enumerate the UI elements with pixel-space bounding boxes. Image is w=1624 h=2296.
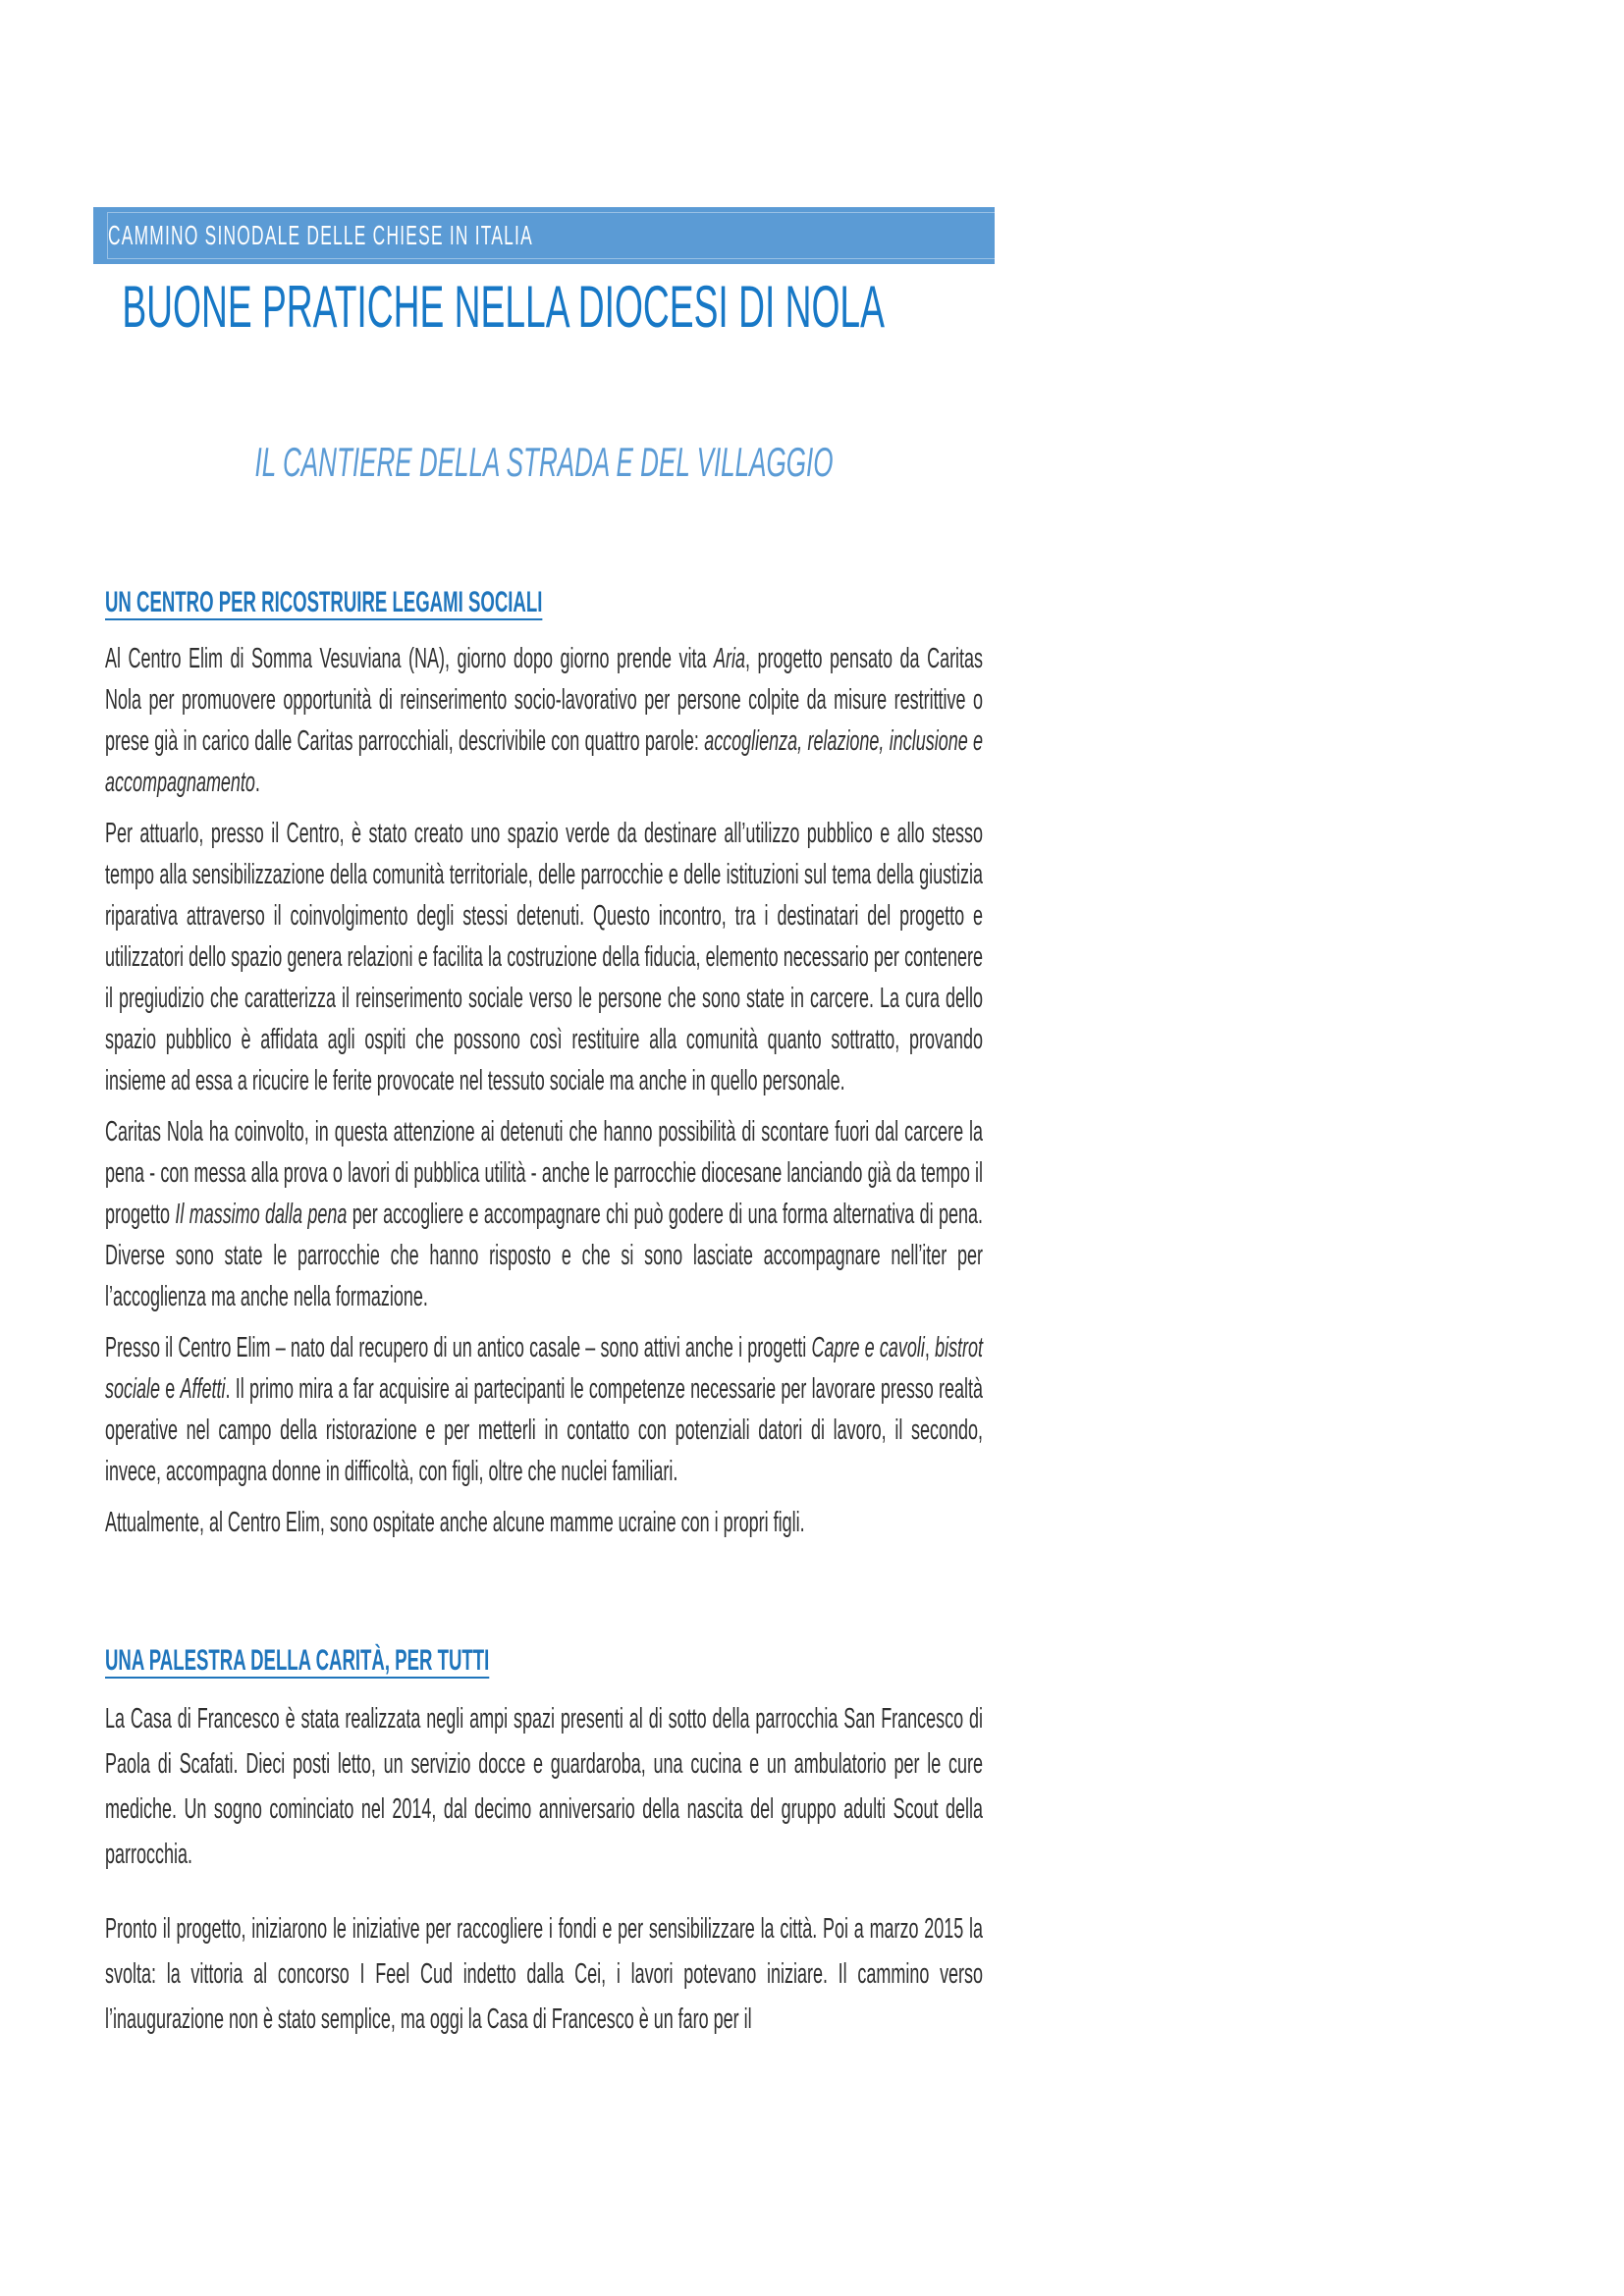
document-body: [105, 583, 983, 2042]
italic-run: Il massimo dalla pena: [175, 1199, 348, 1230]
section-1: [105, 583, 983, 1543]
text-run: . Il primo mira a far acquisire ai partecipanti le competenze necessarie per lavorare presso realtà operative nel campo della ristorazione e per metterli in contatto con potenziali datori di lavoro, il secondo, invece, accompagna donne in difficoltà, con figli, oltre che nuclei familiari.: [105, 1373, 984, 1487]
paragraph: [105, 1111, 983, 1317]
italic-run: Affetti: [180, 1373, 226, 1405]
text-run: e: [159, 1373, 181, 1405]
text-run: Presso il Centro Elim – nato dal recupero di un antico casale – sono attivi anche i progetti: [105, 1332, 812, 1363]
text-run: ,: [924, 1332, 936, 1363]
italic-run: bistrot sociale: [105, 1332, 984, 1405]
section-2: [105, 1641, 983, 2042]
text-column: [105, 268, 983, 2042]
paragraph: [105, 1327, 983, 1492]
paragraph: [105, 1502, 983, 1543]
text-run: Al Centro Elim di Somma Vesuviana (NA), giorno dopo giorno prende vita: [105, 643, 715, 674]
text-run: per accogliere e accompagnare chi può godere di una forma alternativa di pena. Diverse sono state le parrocchie che hanno risposto e che si sono lasciate accompagnare nell’iter per l’accoglienza ma anche nella formazione.: [105, 1199, 984, 1312]
text-run: .: [254, 767, 260, 798]
italic-run: accoglienza, relazione, inclusione e accompagnamento: [105, 725, 984, 798]
banner-kicker: CAMMINO SINODALE DELLE CHIESE IN ITALIA: [108, 220, 533, 250]
text-run: Caritas Nola ha coinvolto, in questa attenzione ai detenuti che hanno possibilità di scontare fuori dal carcere la pena - con messa alla prova o lavori di pubblica utilità - anche le parrocchie diocesane lanciando già da tempo il progetto: [105, 1116, 984, 1230]
paragraph: [105, 638, 983, 803]
section-heading: UNA PALESTRA DELLA CARITÀ, PER TUTTI: [105, 1644, 490, 1677]
banner: [93, 207, 995, 264]
text-run: Attualmente, al Centro Elim, sono ospitate anche alcune mamme ucraine con i propri figli.: [105, 1507, 805, 1538]
document-content: [93, 207, 995, 2071]
paragraph: [105, 813, 983, 1101]
italic-run: Capre e cavoli: [811, 1332, 925, 1363]
text-run: Per attuarlo, presso il Centro, è stato creato uno spazio verde da destinare all’utilizzo pubblico e allo stesso tempo alla sensibilizzazione della comunità territoriale, delle parrocchie e delle istituzioni sul tema della giustizia riparativa attraverso il coinvolgimento degli stessi detenuti. Questo incontro, tra i destinatari del progetto e utilizzatori dello spazio genera relazioni e facilita la costruzione della fiducia, elemento necessario per contenere il pregiudizio che caratterizza il reinserimento sociale verso le persone che sono state in carcere. La cura dello spazio pubblico è affidata agli ospiti che possono così restituire alla comunità quanto sottratto, provando insieme ad essa a ricucire le ferite provocate nel tessuto sociale ma anche in quello personale.: [105, 818, 984, 1096]
italic-run: Aria: [714, 643, 746, 674]
paragraph: [105, 1696, 983, 1877]
page-title: BUONE PRATICHE NELLA DIOCESI DI NOLA: [122, 274, 885, 340]
text-run: Pronto il progetto, iniziarono le iniziative per raccogliere i fondi e per sensibilizzare la città. Poi a marzo 2015 la svolta: la vittoria al concorso I Feel Cud indetto dalla Cei, i lavori potevano iniziare. Il cammino verso l’inaugurazione non è stato semplice, ma oggi la Casa di Francesco è un faro per il: [105, 1913, 984, 2035]
text-run: , progetto pensato da Caritas Nola per promuovere opportunità di reinserimento socio-lavorativo per persone colpite da misure restrittive o prese già in carico dalle Caritas parrocchiali, descrivibile con quattro parole:: [105, 643, 984, 757]
text-run: La Casa di Francesco è stata realizzata negli ampi spazi presenti al di sotto della parrocchia San Francesco di Paola di Scafati. Dieci posti letto, un servizio docce e guardaroba, una cucina e un ambulatorio per le cure mediche. Un sogno cominciato nel 2014, dal decimo anniversario della nascita del gruppo adulti Scout della parrocchia.: [105, 1703, 984, 1870]
page-subtitle: IL CANTIERE DELLA STRADA E DEL VILLAGGIO: [254, 439, 834, 485]
paragraph: [105, 1906, 983, 2042]
section-heading: UN CENTRO PER RICOSTRUIRE LEGAMI SOCIALI: [105, 586, 543, 618]
